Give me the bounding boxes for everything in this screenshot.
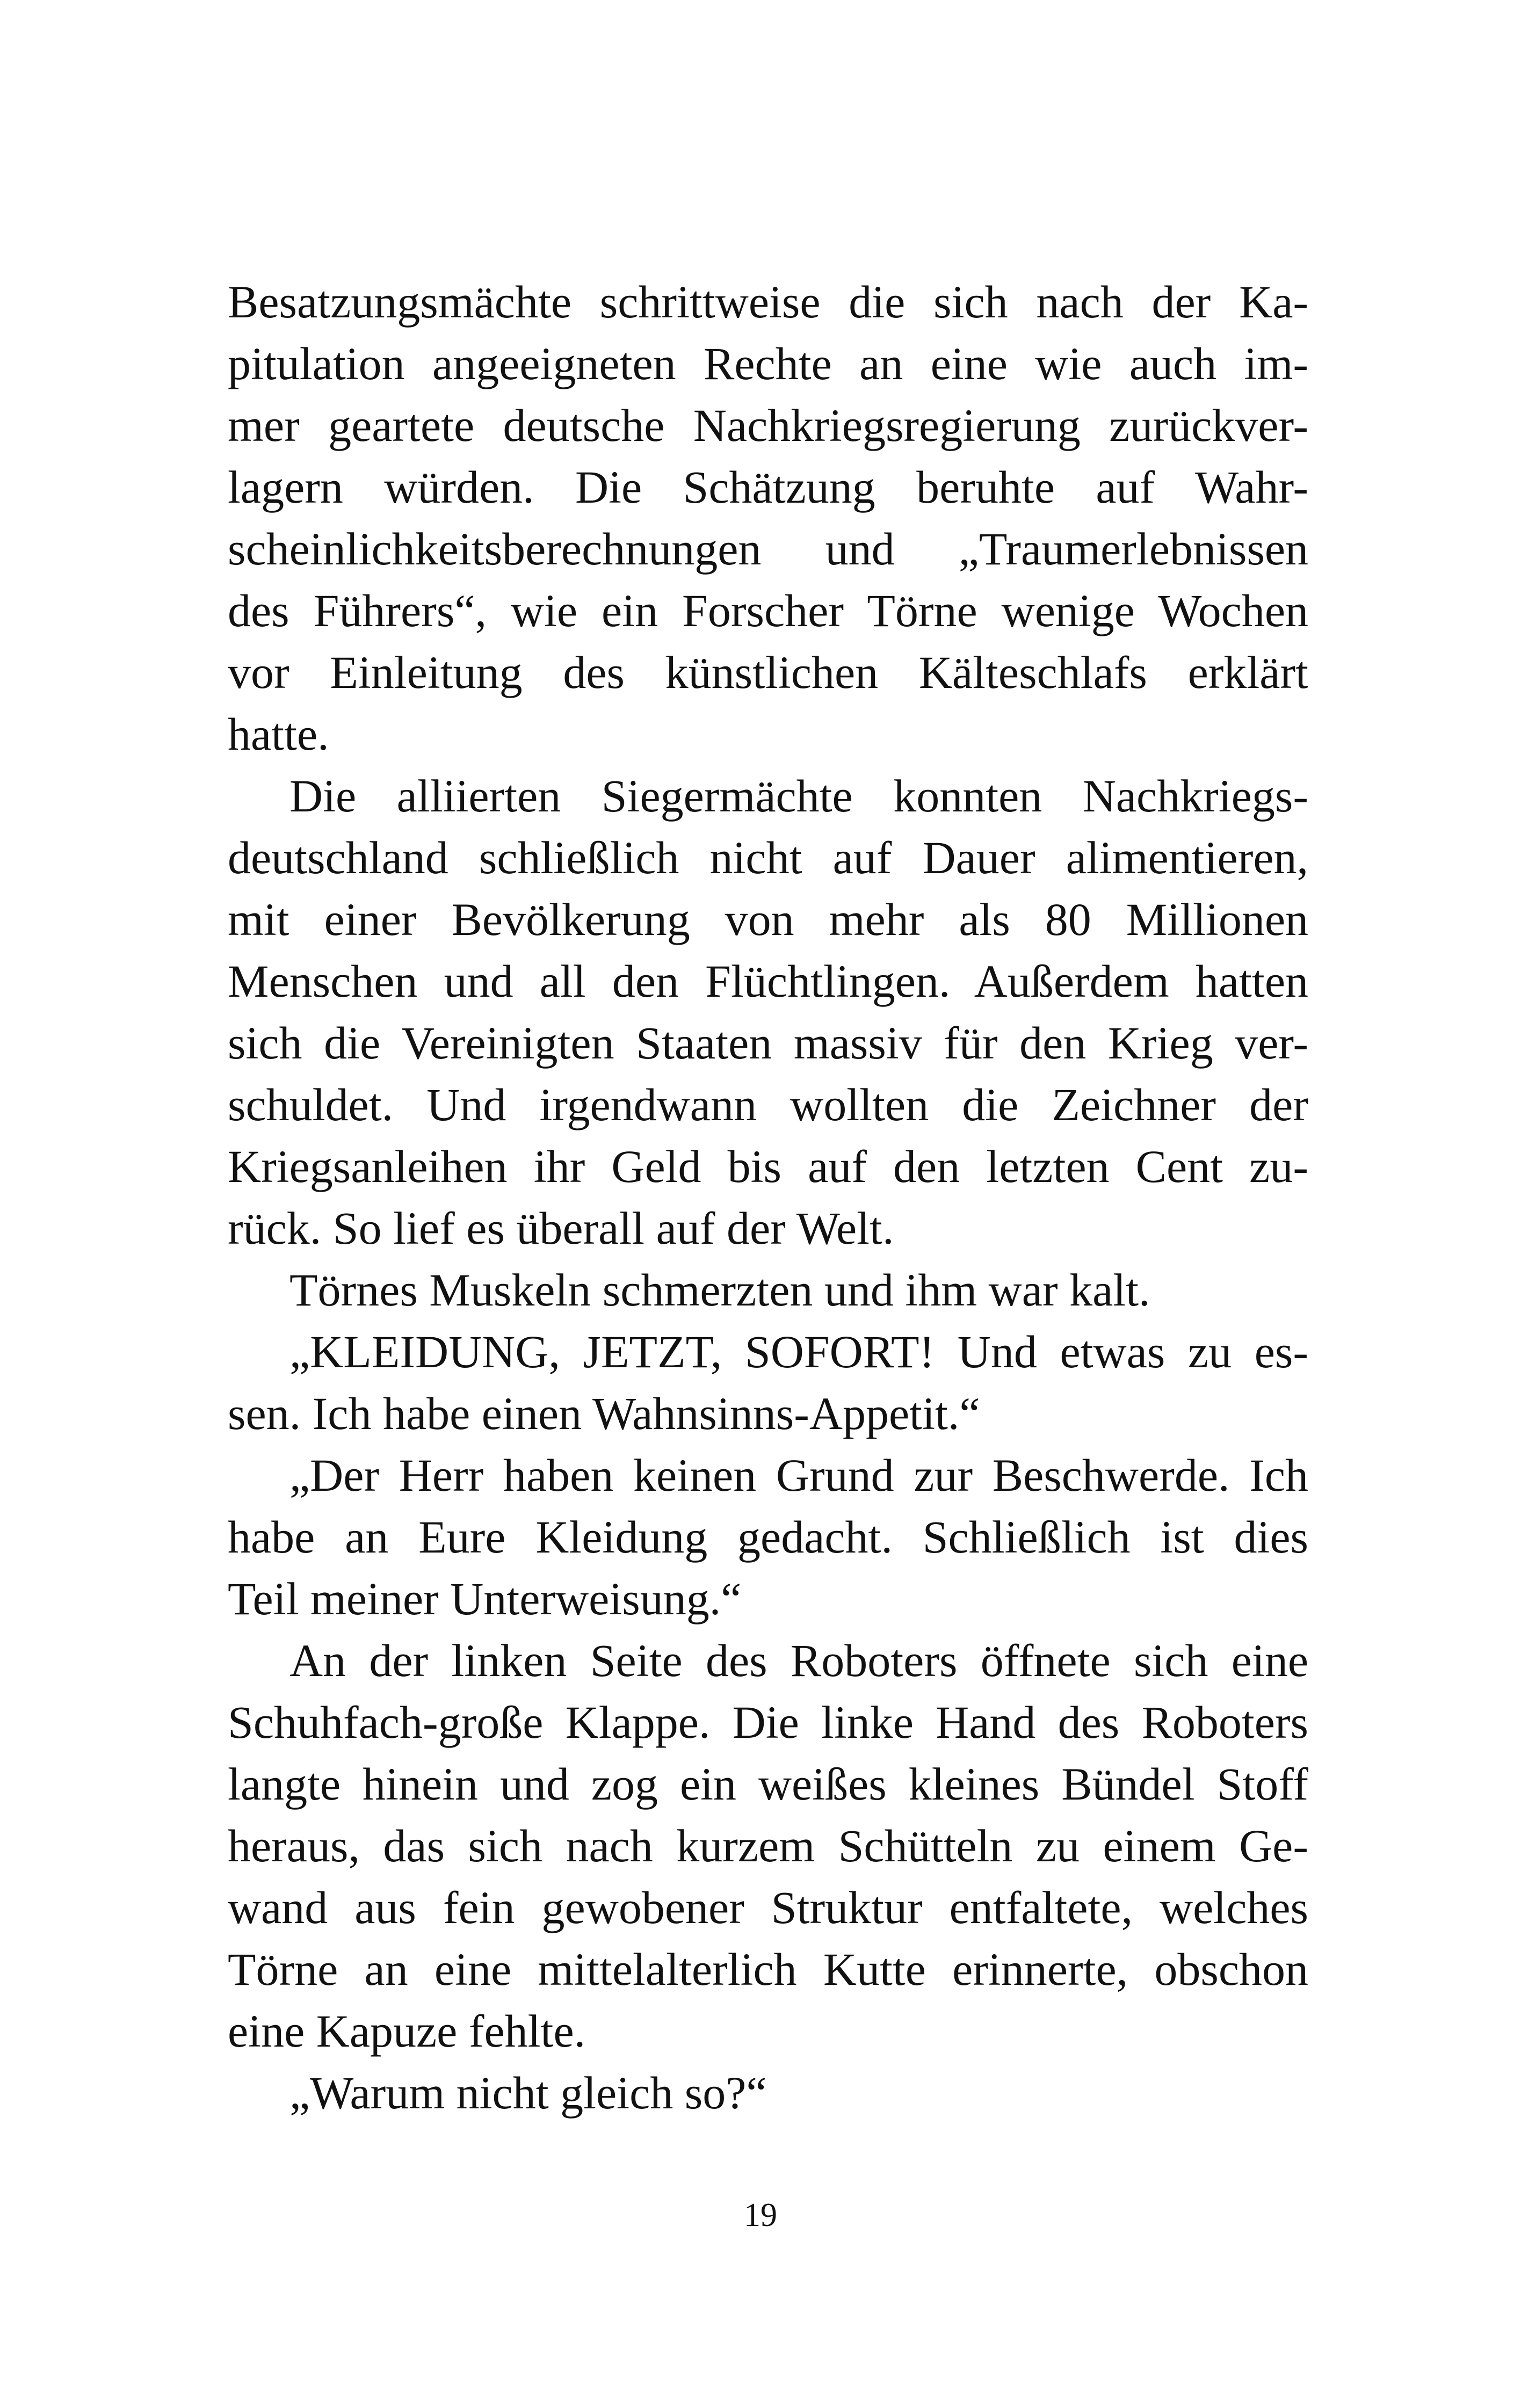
text-line (228, 703, 1308, 765)
text-line (228, 1506, 1308, 1568)
text-line (228, 1136, 1308, 1198)
text-line-content: Kriegsanleihen ihr Geld bis auf den letzten Cent zu- (228, 1141, 1308, 1192)
text-line (228, 456, 1308, 518)
text-line (228, 1321, 1308, 1383)
text-line (228, 395, 1308, 456)
text-line (228, 1692, 1308, 1753)
text-line (228, 1012, 1308, 1074)
text-line-content: hatte. (228, 708, 329, 760)
text-line (228, 1383, 1308, 1445)
text-line (228, 1753, 1308, 1815)
text-line (228, 827, 1308, 889)
text-line-content: Törnes Muskeln schmerzten und ihm war kalt. (289, 1264, 1150, 1316)
text-line-content: wand aus fein gewobener Struktur entfaltete, welches (228, 1882, 1308, 1933)
text-line (228, 1074, 1308, 1136)
text-line-content: langte hinein und zog ein weißes kleines Bündel Stoff (228, 1758, 1308, 1810)
text-line (228, 642, 1308, 703)
text-line-content: mer geartete deutsche Nachkriegsregierung zurückver- (228, 400, 1308, 451)
text-line (228, 333, 1308, 395)
text-line-content: scheinlichkeitsberechnungen und „Traumerlebnissen (228, 523, 1308, 575)
text-line (228, 271, 1308, 333)
text-line-content: Törne an eine mittelalterlich Kutte erinnerte, obschon (228, 1943, 1308, 1995)
body-text (228, 271, 1308, 2124)
text-line-content: heraus, das sich nach kurzem Schütteln zu einem Ge- (228, 1820, 1308, 1872)
text-line-content: Teil meiner Unterweisung.“ (228, 1573, 742, 1624)
text-line-content: eine Kapuze fehlte. (228, 2005, 586, 2057)
text-line (228, 1815, 1308, 1877)
text-line (228, 580, 1308, 642)
text-line (228, 2062, 1308, 2124)
page-number: 19 (744, 2197, 777, 2233)
text-line (228, 1939, 1308, 2000)
text-line-content: Menschen und all den Flüchtlingen. Außerdem hatten (228, 955, 1308, 1007)
text-line (228, 1198, 1308, 1259)
text-line-content: „KLEIDUNG, JETZT, SOFORT! Und etwas zu es- (289, 1326, 1308, 1377)
text-line (228, 1568, 1308, 1630)
text-line (228, 1877, 1308, 1939)
text-line (228, 1630, 1308, 1692)
text-line (228, 2000, 1308, 2062)
text-line (228, 1259, 1308, 1321)
text-line-content: des Führers“, wie ein Forscher Törne wenige Wochen (228, 585, 1308, 636)
text-line-content: An der linken Seite des Roboters öffnete sich eine (289, 1635, 1308, 1686)
text-line (228, 1445, 1308, 1506)
text-line-content: pitulation angeeigneten Rechte an eine wie auch im- (228, 338, 1308, 389)
text-line-content: Die alliierten Siegermächte konnten Nachkriegs- (289, 770, 1308, 822)
text-line (228, 765, 1308, 827)
text-line-content: Besatzungsmächte schrittweise die sich nach der Ka- (228, 276, 1308, 328)
text-line-content: sen. Ich habe einen Wahnsinns-Appetit.“ (228, 1388, 980, 1439)
text-line-content: lagern würden. Die Schätzung beruhte auf Wahr- (228, 461, 1308, 513)
text-line-content: Schuhfach-große Klappe. Die linke Hand des Roboters (228, 1696, 1308, 1748)
text-line (228, 518, 1308, 580)
text-line (228, 889, 1308, 951)
text-line-content: vor Einleitung des künstlichen Kälteschlafs erklärt (228, 647, 1308, 698)
text-line-content: „Der Herr haben keinen Grund zur Beschwerde. Ich (289, 1449, 1308, 1501)
text-line-content: sich die Vereinigten Staaten massiv für den Krieg ver- (228, 1017, 1308, 1069)
text-line-content: „Warum nicht gleich so?“ (289, 2067, 767, 2119)
text-line-content: habe an Eure Kleidung gedacht. Schließlich ist dies (228, 1511, 1308, 1563)
text-line-content: schuldet. Und irgendwann wollten die Zeichner der (228, 1079, 1308, 1130)
text-line-content: mit einer Bevölkerung von mehr als 80 Millionen (228, 894, 1308, 945)
text-line-content: deutschland schließlich nicht auf Dauer alimentieren, (228, 832, 1308, 883)
text-line-content: rück. So lief es überall auf der Welt. (228, 1202, 894, 1254)
text-line (228, 951, 1308, 1012)
